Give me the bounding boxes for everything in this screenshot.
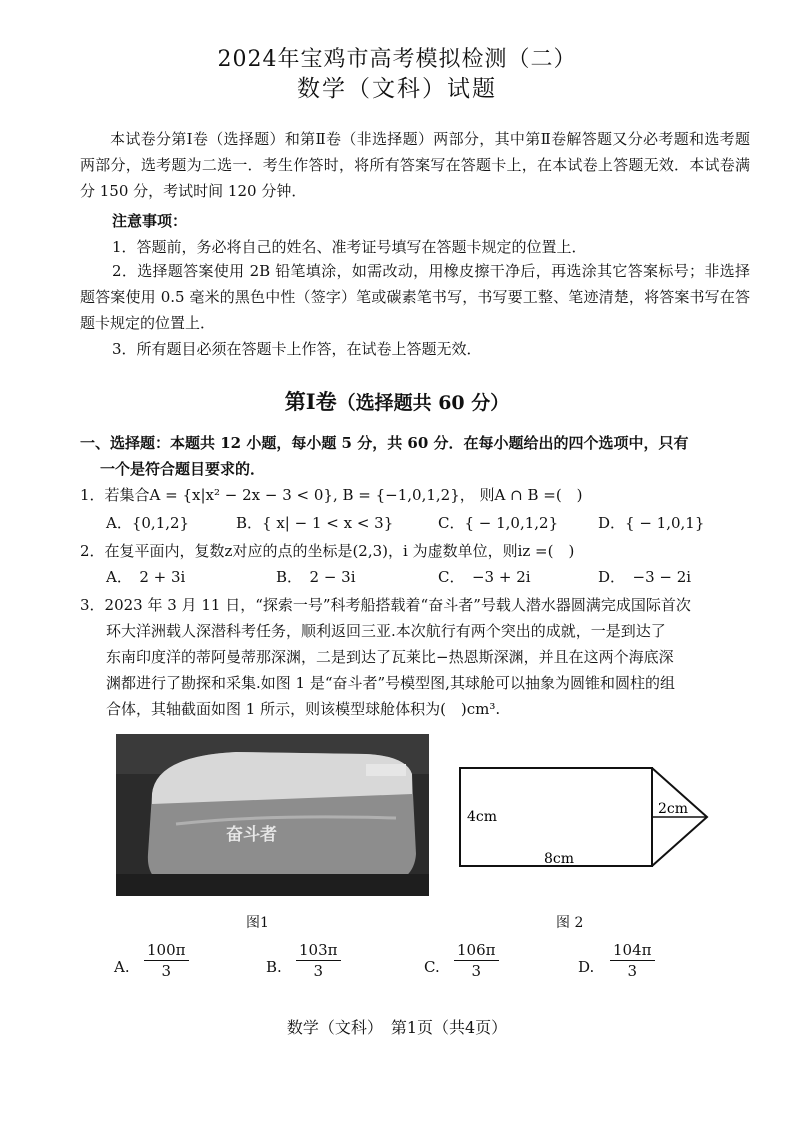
intro-paragraph: 本试卷分第Ⅰ卷（选择题）和第Ⅱ卷（非选择题）两部分，其中第Ⅱ卷解答题又分必考题和选考题两部分，选考题为二选一．考生作答时，将所有答案写在答题卡上，在本试卷上答题无效．本试卷满分 150 分，考试时间 120 分钟． [80, 130, 750, 200]
page-footer: 数学（文科） 第1页（共4页） [286, 1018, 508, 1037]
option-b-denominator: 3 [313, 962, 324, 980]
question-2-option-c: C． −3 + 2i [438, 568, 531, 586]
question-3-stem-line-2: 环大洋洲载人深潜科考任务，顺利返回三亚.本次航行有两个突出的成就，一是到达了 [106, 622, 666, 640]
note-1: 1．答题前，务必将自己的姓名、准考证号填写在答题卡规定的位置上． [112, 238, 587, 256]
notes-heading: 注意事项： [112, 212, 188, 230]
option-c-numerator: 106π [454, 940, 499, 961]
question-3-option-c-fraction [454, 940, 499, 981]
exam-subtitle: 数学（文科）试题 [297, 76, 497, 102]
figure-1-caption: 图1 [246, 915, 269, 931]
option-b-numerator: 103π [296, 940, 341, 961]
question-3-option-d-fraction [610, 940, 655, 981]
cone-height-label: 2cm [658, 801, 689, 817]
option-a-numerator: 100π [144, 940, 189, 961]
submersible-illustration [116, 734, 429, 896]
question-3-option-c-label: C. [424, 958, 440, 976]
section-title [0, 386, 794, 416]
figure-2-caption: 图 2 [556, 915, 584, 931]
submersible-name-text: 奋斗者 [226, 825, 277, 845]
exam-title: 2024年宝鸡市高考模拟检测（二） [217, 47, 577, 72]
question-2-option-a: A． 2 + 3i [106, 568, 186, 586]
option-d-numerator: 104π [610, 940, 655, 961]
section-name: 第Ⅰ卷 [284, 389, 337, 414]
question-3-stem-line-4: 渊都进行了勘探和采集.如图 1 是“奋斗者”号模型图,其球舱可以抽象为圆锥和圆柱的组 [106, 674, 675, 692]
question-3-option-b-fraction [296, 940, 341, 981]
part1-heading-cont: 一个是符合题目要求的． [100, 460, 266, 478]
question-3-option-d-label: D. [578, 958, 595, 976]
question-3-stem-line-1: 3．2023 年 3 月 11 日，“探索一号”科考船搭载着“奋斗者”号载人潜水器圆满完成国际首次 [80, 596, 691, 614]
question-3-stem-line-5: 合体，其轴截面如图 1 所示，则该模型球舱体积为( )cm³. [106, 700, 501, 718]
width-label: 8cm [544, 851, 575, 867]
question-1-option-d: D．{ − 1,0,1} [598, 514, 705, 532]
question-2-option-b: B． 2 − 3i [276, 568, 356, 586]
note-3: 3．所有题目必须在答题卡上作答，在试卷上答题无效． [112, 340, 482, 358]
question-3-option-b-label: B. [266, 958, 282, 976]
question-1-option-a: A．{0,1,2} [106, 514, 190, 532]
cross-section-diagram [455, 762, 725, 874]
question-3-option-a-label: A. [114, 958, 130, 976]
height-label: 4cm [467, 809, 498, 825]
question-3-stem-line-3: 东南印度洋的蒂阿曼蒂那深渊，二是到达了瓦莱比−热恩斯深渊，并且在这两个海底深 [106, 648, 674, 666]
question-1-option-c: C．{ − 1,0,1,2} [438, 514, 559, 532]
question-1-stem: 1．若集合A = {x|x² − 2x − 3 < 0}, B = {−1,0,1,2}， 则A ∩ B =( ) [80, 486, 583, 504]
option-a-denominator: 3 [161, 962, 172, 980]
question-2-option-d: D． −3 − 2i [598, 568, 692, 586]
question-3-option-a-fraction [144, 940, 189, 981]
note-2: 2．选择题答案使用 2B 铅笔填涂，如需改动，用橡皮擦干净后，再选涂其它答案标号；非选择题答案使用 0.5 毫米的黑色中性（签字）笔或碳素笔书写，书写要工整、笔迹清楚，将答案书写在答题卡规定的位置上． [80, 262, 750, 332]
part1-heading: 一、选择题：本题共 12 小题，每小题 5 分，共 60 分．在每小题给出的四个选项中，只有 [80, 434, 689, 452]
question-1-option-b: B．{ x| − 1 < x < 3} [236, 514, 394, 532]
option-c-denominator: 3 [471, 962, 482, 980]
question-2-stem: 2．在复平面内，复数z对应的点的坐标是(2,3)，i 为虚数单位，则iz =( ) [80, 542, 575, 560]
option-d-denominator: 3 [627, 962, 638, 980]
submersible-photo [116, 734, 429, 896]
section-subtitle: （选择题共 60 分） [336, 392, 510, 414]
